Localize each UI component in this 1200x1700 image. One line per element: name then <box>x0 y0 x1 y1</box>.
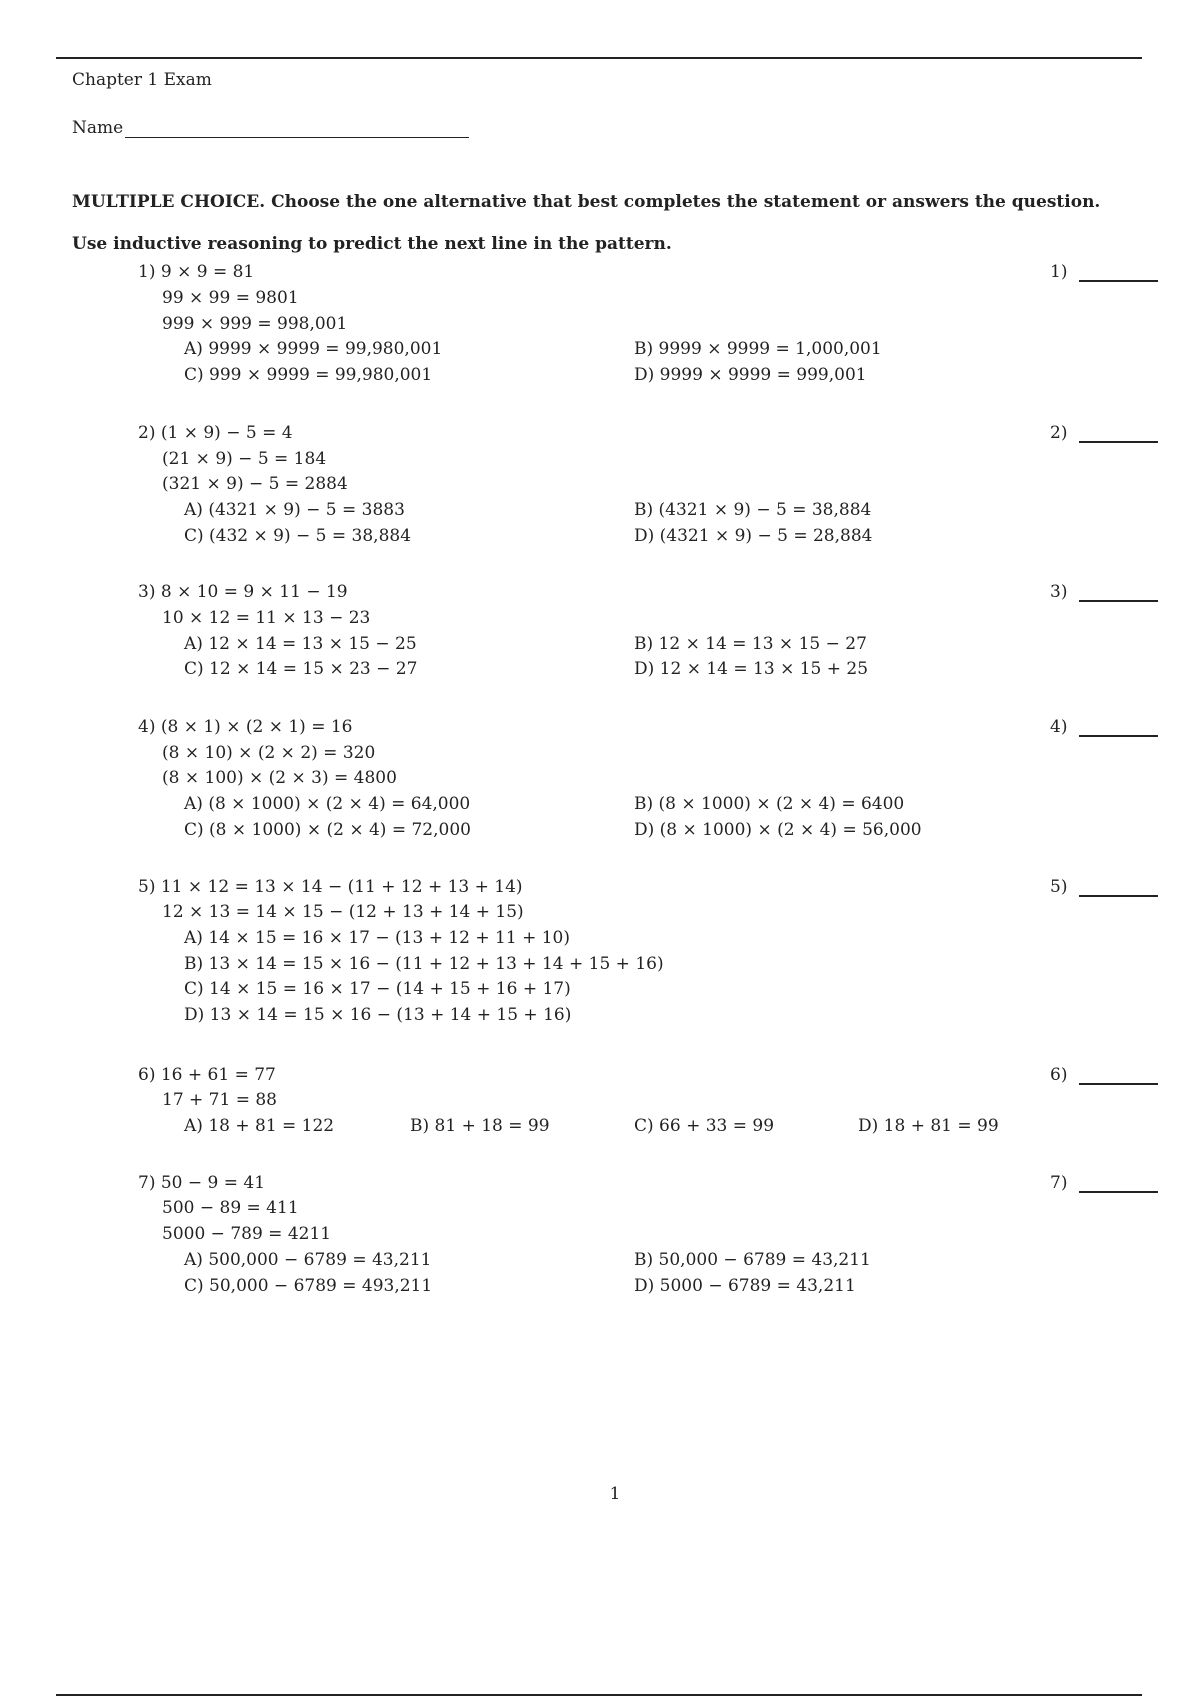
question-line: (21 × 9) − 5 = 184 <box>162 449 327 469</box>
question-line: 500 − 89 = 411 <box>162 1198 299 1218</box>
answer-number: 7) <box>1050 1173 1068 1193</box>
answer-number: 1) <box>1050 262 1068 282</box>
choice-d[interactable]: D) 13 × 14 = 15 × 16 − (13 + 14 + 15 + 16) <box>184 1005 572 1025</box>
choice-a[interactable]: A) (4321 × 9) − 5 = 3883 <box>184 500 405 520</box>
answer-number: 6) <box>1050 1065 1068 1085</box>
choice-c[interactable]: C) 12 × 14 = 15 × 23 − 27 <box>184 659 418 679</box>
choice-b[interactable]: B) 81 + 18 = 99 <box>410 1116 550 1136</box>
choice-a[interactable]: A) 12 × 14 = 13 × 15 − 25 <box>184 634 417 654</box>
question-number: 6) <box>138 1065 156 1085</box>
question-line: (321 × 9) − 5 = 2884 <box>162 474 348 494</box>
question-line: (8 × 10) × (2 × 2) = 320 <box>162 743 376 763</box>
question-line: 11 × 12 = 13 × 14 − (11 + 12 + 13 + 14) <box>160 877 523 897</box>
choice-a[interactable]: A) 18 + 81 = 122 <box>184 1116 335 1136</box>
question-number: 4) <box>138 717 156 737</box>
question-line: 50 − 9 = 41 <box>160 1173 266 1193</box>
answer-number: 4) <box>1050 717 1068 737</box>
choice-c[interactable]: C) (8 × 1000) × (2 × 4) = 72,000 <box>184 820 471 840</box>
answer-blank[interactable] <box>1079 586 1158 602</box>
choice-b[interactable]: B) 9999 × 9999 = 1,000,001 <box>634 339 882 359</box>
answer-number: 3) <box>1050 582 1068 602</box>
answer-slot-2[interactable] <box>1050 423 1158 443</box>
question-number: 3) <box>138 582 156 602</box>
answer-slot-4[interactable] <box>1050 717 1158 737</box>
name-blank-line[interactable] <box>125 119 469 138</box>
choice-c[interactable]: C) 50,000 − 6789 = 493,211 <box>184 1276 433 1296</box>
choice-d[interactable]: D) 9999 × 9999 = 999,001 <box>634 365 867 385</box>
question-number: 5) <box>138 877 156 897</box>
multiple-choice-instructions: MULTIPLE CHOICE. Choose the one alternative that best completes the statement or answers the question. <box>72 192 1101 212</box>
choice-b[interactable]: B) 50,000 − 6789 = 43,211 <box>634 1250 871 1270</box>
answer-blank[interactable] <box>1079 881 1158 897</box>
question-line: 12 × 13 = 14 × 15 − (12 + 13 + 14 + 15) <box>162 902 524 922</box>
choice-b[interactable]: B) 12 × 14 = 13 × 15 − 27 <box>634 634 867 654</box>
question-line: 999 × 999 = 998,001 <box>162 314 348 334</box>
answer-slot-6[interactable] <box>1050 1065 1158 1085</box>
choice-c[interactable]: C) 14 × 15 = 16 × 17 − (14 + 15 + 16 + 17) <box>184 979 571 999</box>
page-number: 1 <box>609 1484 621 1504</box>
choice-a[interactable]: A) 500,000 − 6789 = 43,211 <box>184 1250 432 1270</box>
answer-number: 5) <box>1050 877 1068 897</box>
choice-a[interactable]: A) 14 × 15 = 16 × 17 − (13 + 12 + 11 + 10) <box>184 928 570 948</box>
question-line: 99 × 99 = 9801 <box>162 288 299 308</box>
answer-number: 2) <box>1050 423 1068 443</box>
question-number: 7) <box>138 1173 156 1193</box>
choice-a[interactable]: A) (8 × 1000) × (2 × 4) = 64,000 <box>184 794 471 814</box>
choice-d[interactable]: D) (4321 × 9) − 5 = 28,884 <box>634 526 873 546</box>
question-line: 17 + 71 = 88 <box>162 1090 277 1110</box>
choice-c[interactable]: C) (432 × 9) − 5 = 38,884 <box>184 526 412 546</box>
choice-d[interactable]: D) 12 × 14 = 13 × 15 + 25 <box>634 659 869 679</box>
question-line: 10 × 12 = 11 × 13 − 23 <box>162 608 371 628</box>
choice-d[interactable]: D) 18 + 81 = 99 <box>858 1116 999 1136</box>
answer-slot-3[interactable] <box>1050 582 1158 602</box>
name-field[interactable] <box>72 118 469 138</box>
question-number: 1) <box>138 262 156 282</box>
question-line: (1 × 9) − 5 = 4 <box>160 423 293 443</box>
section-instruction: Use inductive reasoning to predict the next line in the pattern. <box>72 234 672 254</box>
name-label: Name <box>72 118 124 138</box>
choice-d[interactable]: D) 5000 − 6789 = 43,211 <box>634 1276 856 1296</box>
choice-d[interactable]: D) (8 × 1000) × (2 × 4) = 56,000 <box>634 820 922 840</box>
choice-c[interactable]: C) 66 + 33 = 99 <box>634 1116 775 1136</box>
exam-title: Chapter 1 Exam <box>72 70 212 90</box>
answer-slot-1[interactable] <box>1050 262 1158 282</box>
question-line: (8 × 1) × (2 × 1) = 16 <box>160 717 353 737</box>
choice-b[interactable]: B) 13 × 14 = 15 × 16 − (11 + 12 + 13 + 14 + 15 + 16) <box>184 954 664 974</box>
question-line: 8 × 10 = 9 × 11 − 19 <box>160 582 348 602</box>
question-line: 9 × 9 = 81 <box>160 262 255 282</box>
question-line: (8 × 100) × (2 × 3) = 4800 <box>162 768 397 788</box>
question-line: 5000 − 789 = 4211 <box>162 1224 332 1244</box>
choice-b[interactable]: B) (4321 × 9) − 5 = 38,884 <box>634 500 872 520</box>
choice-a[interactable]: A) 9999 × 9999 = 99,980,001 <box>184 339 443 359</box>
answer-blank[interactable] <box>1079 1069 1158 1085</box>
top-rule <box>56 57 1142 59</box>
answer-slot-7[interactable] <box>1050 1173 1158 1193</box>
question-number: 2) <box>138 423 156 443</box>
answer-blank[interactable] <box>1079 721 1158 737</box>
choice-b[interactable]: B) (8 × 1000) × (2 × 4) = 6400 <box>634 794 905 814</box>
bottom-rule <box>56 1694 1142 1696</box>
answer-blank[interactable] <box>1079 427 1158 443</box>
answer-slot-5[interactable] <box>1050 877 1158 897</box>
question-line: 16 + 61 = 77 <box>160 1065 276 1085</box>
choice-c[interactable]: C) 999 × 9999 = 99,980,001 <box>184 365 433 385</box>
answer-blank[interactable] <box>1079 1177 1158 1193</box>
answer-blank[interactable] <box>1079 266 1158 282</box>
